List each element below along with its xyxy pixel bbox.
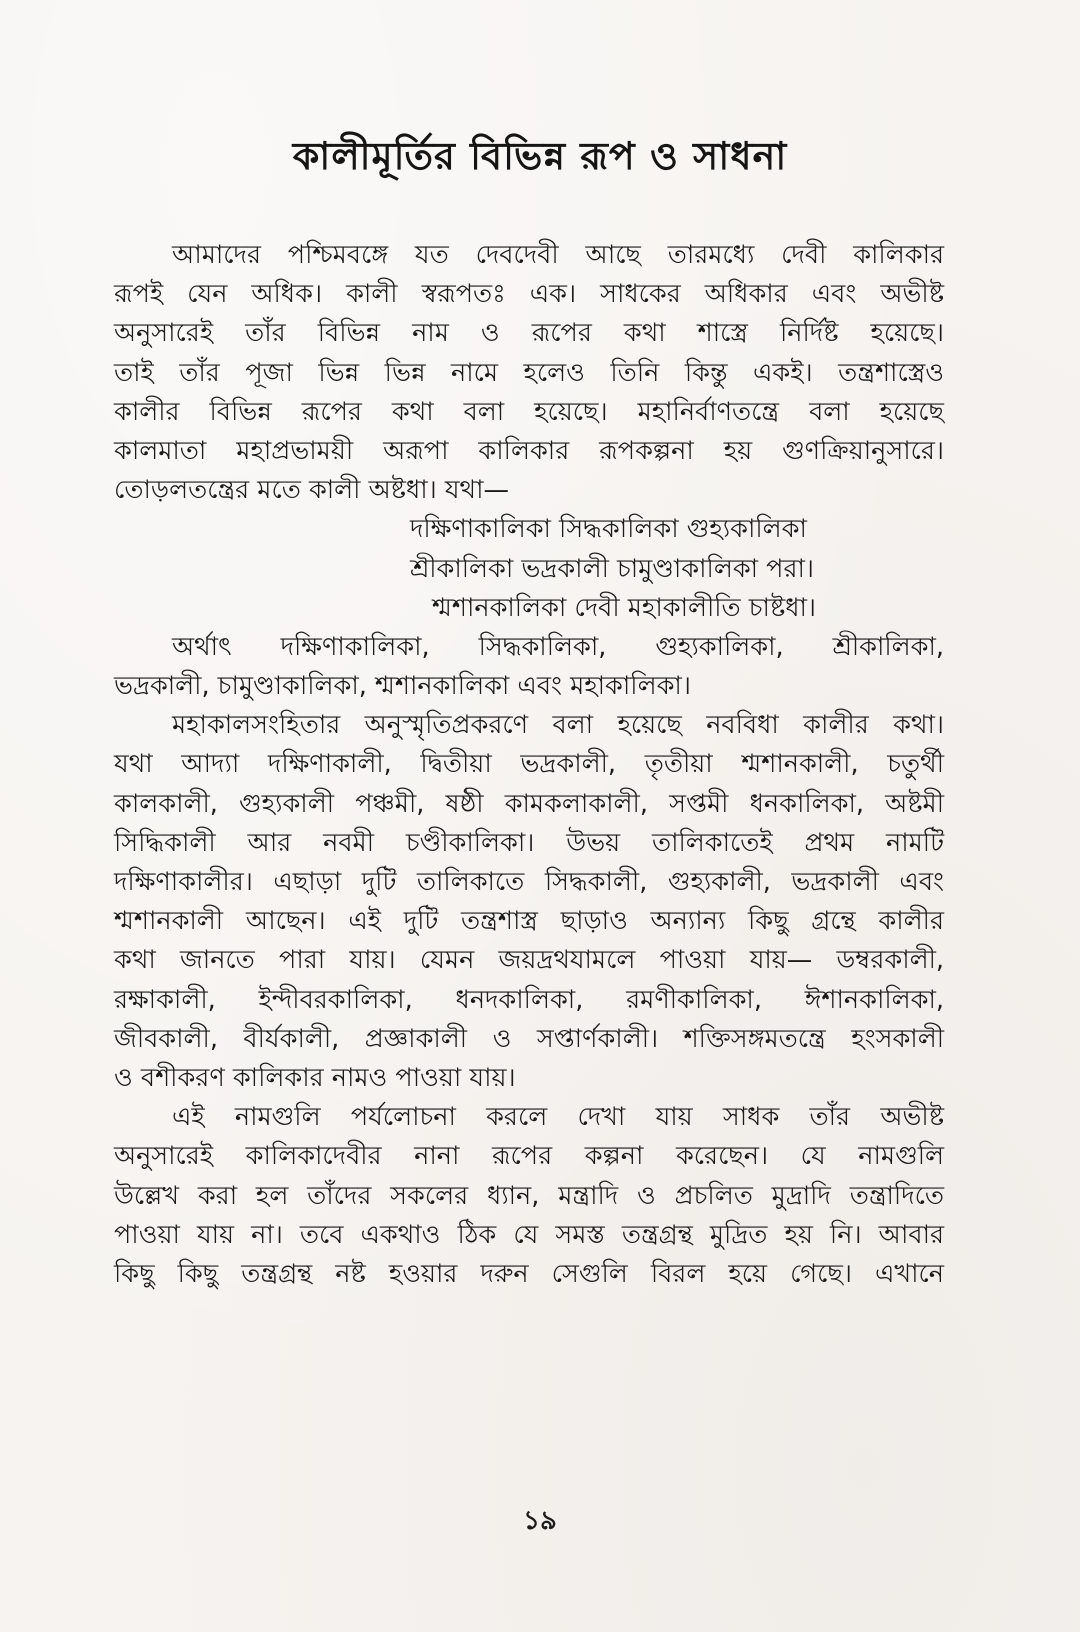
text-line: আমাদের পশ্চিমবঙ্গে যত দেবদেবী আছে তারমধ্যে দেবী কালিকার: [172, 240, 944, 270]
text-line: কথা জানতে পারা যায়। যেমন জয়দ্রথযামলে পাওয়া যায়— ডম্বরকালী,: [114, 945, 944, 976]
text-line: উল্লেখ করা হল তাঁদের সকলের ধ্যান, মন্ত্রাদি ও প্রচলিত মুদ্রাদি তন্ত্রাদিতে: [114, 1180, 944, 1211]
text-line: যথা আদ্যা দক্ষিণাকালী, দ্বিতীয়া ভদ্রকালী, তৃতীয়া শ্মশানকালী, চতুর্থী: [114, 749, 944, 780]
text-line: কালীর বিভিন্ন রূপের কথা বলা হয়েছে। মহানির্বাণতন্ত্রে বলা হয়েছে: [114, 396, 944, 427]
text-line: রূপই যেন অধিক। কালী স্বরূপতঃ এক। সাধকের অধিকার এবং অভীষ্ট: [114, 279, 944, 310]
text-line: অনুসারেই কালিকাদেবীর নানা রূপের কল্পনা করেছেন। যে নামগুলি: [114, 1141, 944, 1172]
text-line: সিদ্ধিকালী আর নবমী চণ্ডীকালিকা। উভয় তালিকাতেই প্রথম নামটি: [114, 827, 944, 858]
verse-line: শ্রীকালিকা ভদ্রকালী চামুণ্ডাকালিকা পরা।: [410, 553, 815, 584]
text-line: মহাকালসংহিতার অনুস্মৃতিপ্রকরণে বলা হয়েছে নববিধা কালীর কথা।: [172, 710, 944, 741]
verse-line: দক্ষিণাকালিকা সিদ্ধকালিকা গুহ্যকালিকা: [410, 514, 807, 545]
body-text: [114, 236, 944, 1294]
text-line: অর্থাৎ দক্ষিণাকালিকা, সিদ্ধকালিকা, গুহ্যকালিকা, শ্রীকালিকা,: [172, 631, 944, 662]
text-line: কালমাতা মহাপ্রভাময়ী অরূপা কালিকার রূপকল্পনা হয় গুণক্রিয়ানুসারে।: [114, 435, 944, 466]
text-line: পাওয়া যায় না। তবে একথাও ঠিক যে সমস্ত তন্ত্রগ্রন্থ মুদ্রিত হয় নি। আবার: [114, 1219, 944, 1250]
text-line: তাই তাঁর পূজা ভিন্ন ভিন্ন নামে হলেও তিনি কিন্তু একই। তন্ত্রশাস্ত্রেও: [114, 357, 944, 388]
text-line: কিছু কিছু তন্ত্রগ্রন্থ নষ্ট হওয়ার দরুন সেগুলি বিরল হয়ে গেছে। এখানে: [114, 1258, 944, 1289]
text-line: দক্ষিণাকালীর। এছাড়া দুটি তালিকাতে সিদ্ধকালী, গুহ্যকালী, ভদ্রকালী এবং: [114, 867, 944, 897]
text-line: তোড়লতন্ত্রের মতে কালী অষ্টধা। যথা—: [114, 475, 509, 506]
text-line: ভদ্রকালী, চামুণ্ডাকালিকা, শ্মশানকালিকা এবং মহাকালিকা।: [114, 671, 691, 702]
text-line: ও বশীকরণ কালিকার নামও পাওয়া যায়।: [114, 1062, 516, 1093]
text-line: এই নামগুলি পর্যলোচনা করলে দেখা যায় সাধক তাঁর অভীষ্ট: [172, 1102, 944, 1133]
text-line: কালকালী, গুহ্যকালী পঞ্চমী, ষষ্ঠী কামকলাকালী, সপ্তমী ধনকালিকা, অষ্টমী: [114, 788, 944, 819]
text-line: রক্ষাকালী, ইন্দীবরকালিকা, ধনদকালিকা, রমণীকালিকা, ঈশানকালিকা,: [114, 984, 944, 1015]
text-line: জীবকালী, বীর্যকালী, প্রজ্ঞাকালী ও সপ্তার্ণকালী। শক্তিসঙ্গমতন্ত্রে হংসকালী: [114, 1023, 944, 1054]
chapter-title: কালীমূর্তির বিভিন্ন রূপ ও সাধনা: [292, 134, 788, 178]
text-line: শ্মশানকালী আছেন। এই দুটি তন্ত্রশাস্ত্র ছাড়াও অন্যান্য কিছু গ্রন্থে কালীর: [114, 906, 944, 937]
page-number: ১৯: [523, 1506, 557, 1536]
verse-line: শ্মশানকালিকা দেবী মহাকালীতি চাষ্টধা।: [432, 592, 817, 623]
text-line: অনুসারেই তাঁর বিভিন্ন নাম ও রূপের কথা শাস্ত্রে নির্দিষ্ট হয়েছে।: [114, 318, 944, 349]
